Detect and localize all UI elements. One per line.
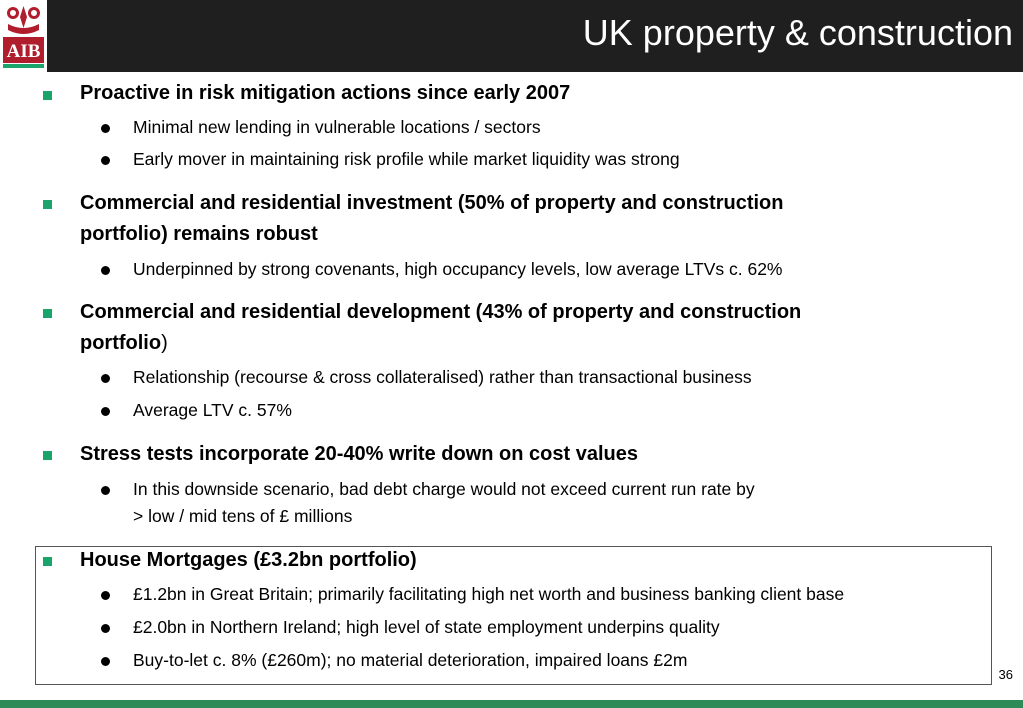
title-bar (0, 0, 1023, 72)
section-heading: Proactive in risk mitigation actions since early 2007 (80, 82, 571, 104)
section-bullet-icon (43, 451, 52, 460)
item-bullet-icon (101, 156, 110, 165)
section-bullet-icon (43, 557, 52, 566)
section-heading-cont (80, 328, 168, 359)
section-bullet-icon (43, 309, 52, 318)
section-heading-cont: portfolio) remains robust (80, 223, 318, 245)
item-bullet-icon (101, 657, 110, 666)
page-number: 36 (998, 667, 1013, 682)
section-heading: House Mortgages (£3.2bn portfolio) (80, 549, 417, 571)
section-bullet-icon (43, 200, 52, 209)
list-item: Early mover in maintaining risk profile while market liquidity was strong (133, 149, 680, 169)
aib-logo-icon (0, 0, 47, 72)
item-bullet-icon (101, 624, 110, 633)
item-bullet-icon (101, 124, 110, 133)
svg-text:AIB: AIB (6, 41, 41, 62)
page-title: UK property & construction (582, 12, 1013, 53)
list-item: Buy-to-let c. 8% (£260m); no material deterioration, impaired loans £2m (133, 650, 688, 670)
item-bullet-icon (101, 486, 110, 495)
aib-logo (0, 0, 47, 72)
item-bullet-icon (101, 266, 110, 275)
item-bullet-icon (101, 407, 110, 416)
item-bullet-icon (101, 591, 110, 600)
list-item-cont: > low / mid tens of £ millions (133, 506, 353, 526)
item-bullet-icon (101, 374, 110, 383)
section-heading: Commercial and residential investment (50% of property and construction (80, 192, 784, 214)
list-item: £1.2bn in Great Britain; primarily facilitating high net worth and business banking client base (133, 584, 845, 604)
list-item: Minimal new lending in vulnerable locations / sectors (133, 117, 541, 137)
list-item: £2.0bn in Northern Ireland; high level of state employment underpins quality (133, 617, 720, 637)
list-item: Relationship (recourse & cross collateralised) rather than transactional business (133, 367, 752, 387)
footer-bar (0, 700, 1023, 708)
list-item: In this downside scenario, bad debt charge would not exceed current run rate by (133, 479, 755, 499)
section-bullet-icon (43, 91, 52, 100)
list-item: Underpinned by strong covenants, high occupancy levels, low average LTVs c. 62% (133, 259, 783, 279)
section-heading-part: portfolio (80, 332, 162, 354)
section-heading: Stress tests incorporate 20-40% write down on cost values (80, 443, 638, 465)
section-heading: Commercial and residential development (43% of property and construction (80, 301, 802, 323)
section-heading-tail: ) (161, 332, 168, 354)
list-item: Average LTV c. 57% (133, 400, 292, 420)
